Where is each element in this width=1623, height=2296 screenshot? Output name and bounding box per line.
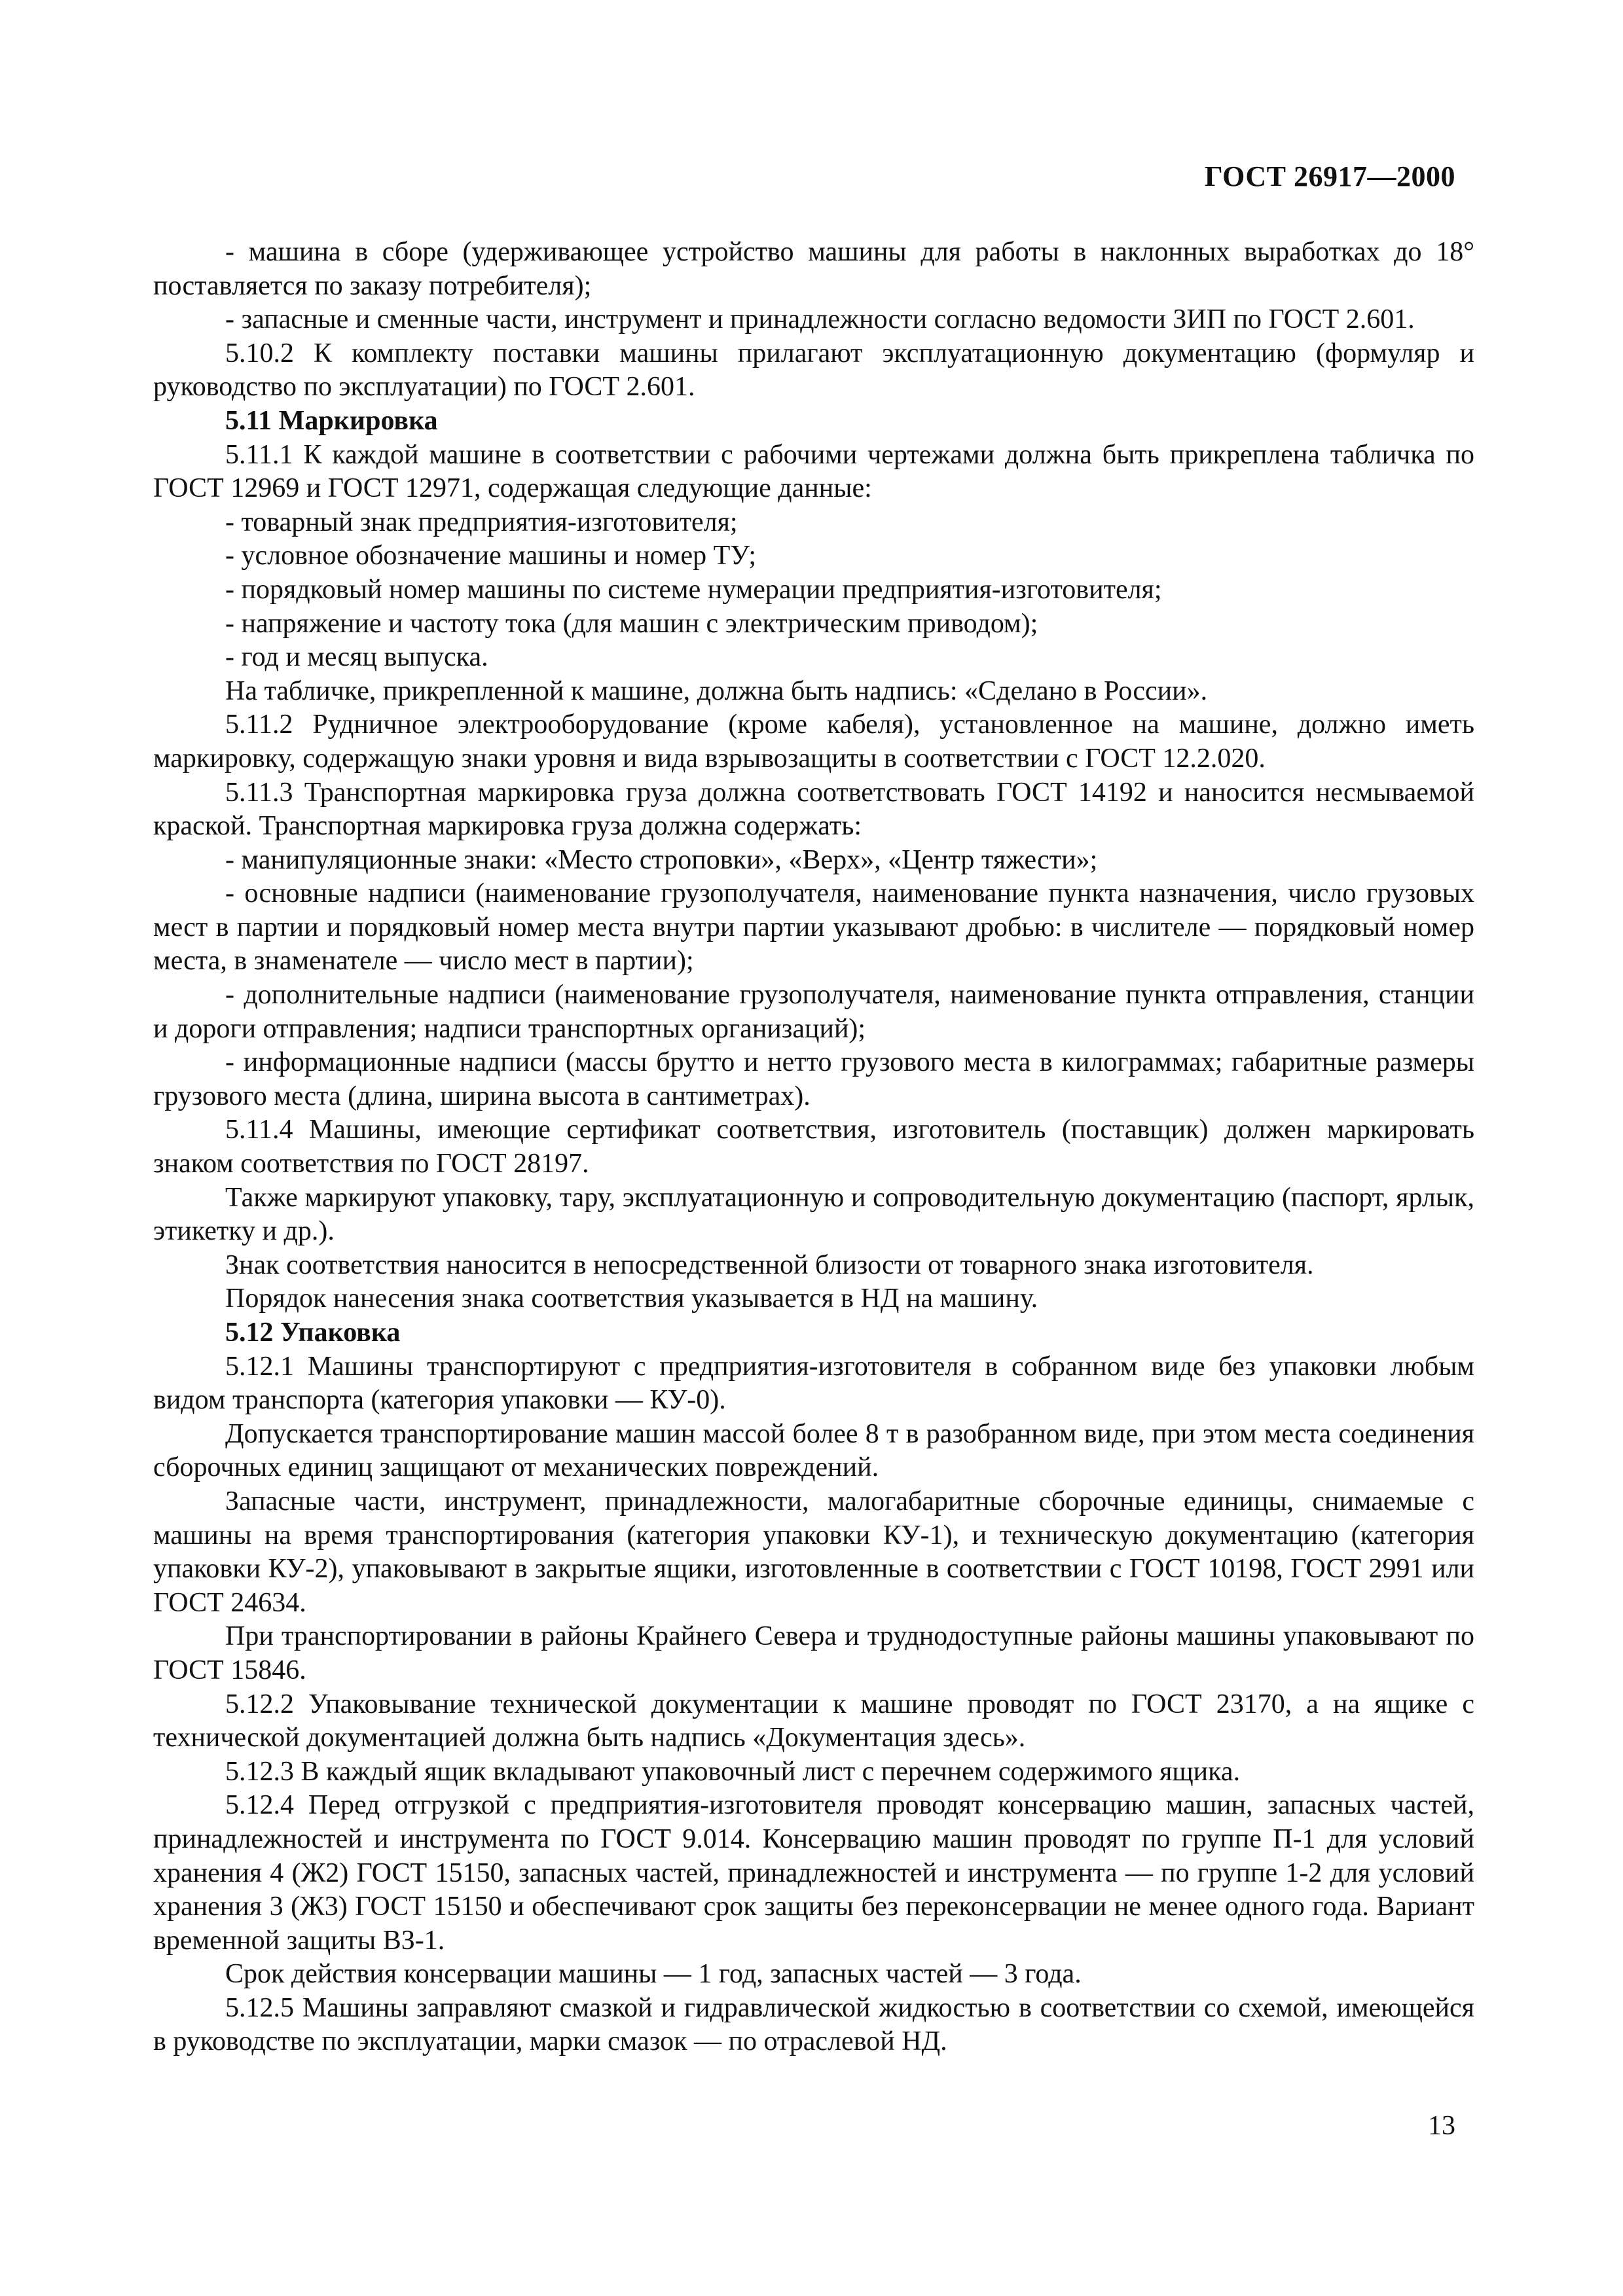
- paragraph: 5.12.1 Машины транспортируют с предприятия-изготовителя в собранном виде без упаковки любым видом транспорта (категория упаковки — КУ-0).: [153, 1351, 1474, 1416]
- document-code: ГОСТ 26917—2000: [1204, 160, 1455, 192]
- paragraph: 5.11.3 Транспортная маркировка груза должна соответствовать ГОСТ 14192 и наносится несмываемой краской. Транспортная маркировка груза должна содержать:: [153, 777, 1474, 842]
- paragraph: 5.10.2 К комплекту поставки машины прилагают эксплуатационную документацию (формуляр и руководство по эксплуатации) по ГОСТ 2.601.: [153, 338, 1474, 403]
- section-heading: 5.12 Упаковка: [225, 1318, 401, 1348]
- paragraph: - основные надписи (наименование грузополучателя, наименование пункта назначения, число грузовых мест в партии и порядковый номер места внутри партии указывают дробью: в числителе — порядковый номер места, в знаменателе — число мест в партии);: [153, 878, 1474, 977]
- paragraph: 5.12.3 В каждый ящик вкладывают упаковочный лист с перечнем содержимого ящика.: [225, 1756, 1241, 1787]
- section-heading: 5.11 Маркировка: [225, 405, 438, 436]
- paragraph: При транспортировании в районы Крайнего Севера и труднодоступные районы машины упаковывают по ГОСТ 15846.: [153, 1621, 1474, 1685]
- paragraph: Срок действия консервации машины — 1 год, запасных частей — 3 года.: [225, 1959, 1082, 1990]
- paragraph: На табличке, прикрепленной к машине, должна быть надпись: «Сделано в России».: [225, 675, 1208, 706]
- paragraph: - манипуляционные знаки: «Место строповки», «Верх», «Центр тяжести»;: [225, 844, 1098, 875]
- paragraph: 5.12.5 Машины заправляют смазкой и гидравлической жидкостью в соответствии со схемой, имеющейся в руководстве по эксплуатации, марки смазок — по отраслевой НД.: [153, 1992, 1474, 2057]
- paragraph: Запасные части, инструмент, принадлежности, малогабаритные сборочные единицы, снимаемые с машины на время транспортирования (категория упаковки КУ-1), и техническую документацию (категория упаковки КУ-2), упаковывают в закрытые ящики, изготовленные в соответствии с ГОСТ 10198, ГОСТ 2991 или ГОСТ 24634.: [153, 1486, 1474, 1618]
- paragraph: - машина в сборе (удерживающее устройство машины для работы в наклонных выработках до 18° поставляется по заказу потребителя);: [153, 237, 1474, 301]
- paragraph: - порядковый номер машины по системе нумерации предприятия-изготовителя;: [225, 574, 1162, 605]
- page-number: 13: [1428, 2111, 1455, 2141]
- paragraph: - напряжение и частоту тока (для машин с электрическим приводом);: [225, 608, 1038, 639]
- paragraph: 5.12.4 Перед отгрузкой с предприятия-изготовителя проводят консервацию машин, запасных частей, принадлежностей и инструмента по ГОСТ 9.014. Консервацию машин проводят по группе П-1 для условий хранения 4 (Ж2) ГОСТ 15150, запасных частей, принадлежностей и инструмента — по группе 1-2 для условий хранения 3 (Ж3) ГОСТ 15150 и обеспечивают срок защиты без переконсервации не менее одного года. Вариант временной защиты ВЗ-1.: [153, 1790, 1474, 1956]
- paragraph: - дополнительные надписи (наименование грузополучателя, наименование пункта отправления, станции и дороги отправления; надписи транспортных организаций);: [153, 980, 1474, 1044]
- paragraph: - условное обозначение машины и номер ТУ;: [225, 541, 757, 571]
- document-body: [153, 236, 1474, 2059]
- paragraph: 5.11.1 К каждой машине в соответствии с рабочими чертежами должна быть прикреплена табличка по ГОСТ 12969 и ГОСТ 12971, содержащая следующие данные:: [153, 439, 1474, 504]
- paragraph: 5.11.4 Машины, имеющие сертификат соответствия, изготовитель (поставщик) должен маркировать знаком соответствия по ГОСТ 28197.: [153, 1115, 1474, 1179]
- paragraph: Также маркируют упаковку, тару, эксплуатационную и сопроводительную документацию (паспорт, ярлык, этикетку и др.).: [153, 1182, 1474, 1247]
- paragraph: Знак соответствия наносится в непосредственной близости от товарного знака изготовителя.: [225, 1249, 1314, 1280]
- paragraph: Порядок нанесения знака соответствия указывается в НД на машину.: [225, 1283, 1038, 1314]
- paragraph: - год и месяц выпуска.: [225, 642, 488, 673]
- paragraph: - запасные и сменные части, инструмент и принадлежности согласно ведомости ЗИП по ГОСТ 2.601.: [225, 304, 1415, 335]
- paragraph: 5.12.2 Упаковывание технической документации к машине проводят по ГОСТ 23170, а на ящике с технической документацией должна быть надпись «Документация здесь».: [153, 1689, 1474, 1753]
- paragraph: Допускается транспортирование машин массой более 8 т в разобранном виде, при этом места соединения сборочных единиц защищают от механических повреждений.: [153, 1418, 1474, 1483]
- paragraph: - информационные надписи (массы брутто и нетто грузового места в килограммах; габаритные размеры грузового места (длина, ширина высота в сантиметрах).: [153, 1047, 1474, 1111]
- paragraph: 5.11.2 Рудничное электрооборудование (кроме кабеля), установленное на машине, должно иметь маркировку, содержащую знаки уровня и вида взрывозащиты в соответствии с ГОСТ 12.2.020.: [153, 709, 1474, 774]
- paragraph: - товарный знак предприятия-изготовителя;: [225, 507, 738, 537]
